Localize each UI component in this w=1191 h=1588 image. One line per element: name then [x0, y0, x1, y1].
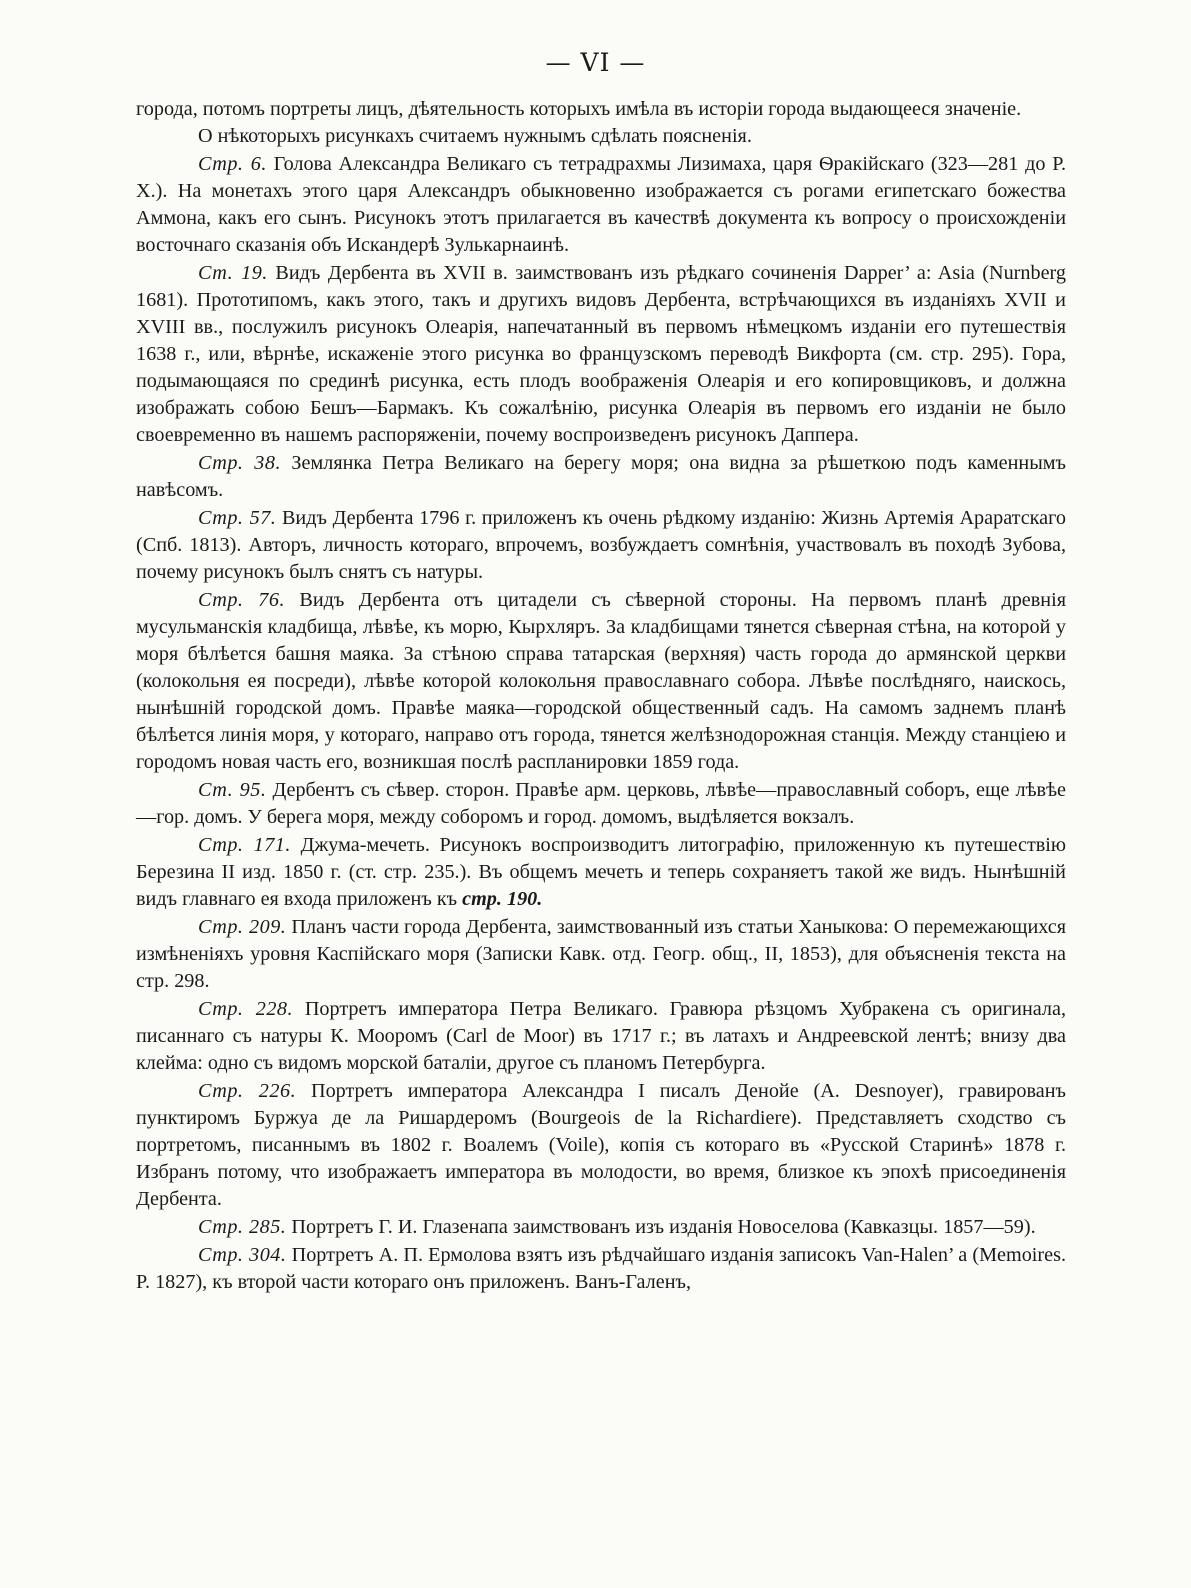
entry-ref: Стр. 209.	[198, 916, 287, 938]
entry-ref: Стр. 57.	[198, 507, 277, 529]
entry-text: Портретъ Г. И. Глазенапа заимствованъ изъ изданія Новоселова (Кавказцы. 1857—59).	[291, 1216, 1036, 1238]
entry-ref: Ст. 95.	[198, 779, 267, 801]
entry-text: Дербентъ съ сѣвер. сторон. Правѣе арм. церковь, лѣвѣе—православный соборъ, еще лѣвѣе—гор. домъ. У берега моря, между соборомъ и город. домомъ, выдѣляется вокзалъ.	[136, 779, 1066, 828]
entry-text: Видъ Дербента отъ цитадели съ сѣверной стороны. На первомъ планѣ древнія мусульманскія кладбища, лѣвѣе, къ морю, Кырхляръ. За кладбищами тянется сѣверная стѣна, на которой у моря бѣлѣется башня маяка. За стѣною справа татарская (верхняя) часть города до армянской церкви (колокольня ея посреди), лѣвѣе которой колокольня православнаго собора. Лѣвѣе послѣдняго, наискось, нынѣшній городской домъ. Правѣе маяка—городской общественный садъ. На самомъ заднемъ планѣ бѣлѣется линія моря, у котораго, направо отъ города, тянется желѣзнодорожная станція. Между станціею и городомъ новая часть его, возникшая послѣ распланировки 1859 года.	[136, 589, 1066, 773]
intro-continuation: города, потомъ портреты лицъ, дѣятельность которыхъ имѣла въ исторіи города выдающееся значеніе.	[136, 98, 1022, 120]
entry-text: Портретъ А. П. Ермолова взятъ изъ рѣдчайшаго изданія записокъ Van-Halen’ a (Memoires. P. 1827), къ второй части котораго онъ приложенъ. Ванъ-Галенъ,	[136, 1244, 1067, 1293]
entry-page-228	[136, 996, 1066, 1077]
entry-page-95	[136, 777, 1066, 831]
entry-page-304	[136, 1242, 1066, 1296]
entry-page-38	[136, 450, 1066, 504]
entry-text: Джума-мечеть. Рисунокъ воспроизводитъ литографію, приложенную къ путешествію Березина II изд. 1850 г. (ст. стр. 235.). Въ общемъ мечеть и теперь сохраняетъ такой же видъ. Нынѣшній видъ главнаго ея входа приложенъ къ	[136, 834, 1066, 910]
entry-page-171	[136, 832, 1066, 913]
entry-ref: Стр. 76.	[198, 589, 286, 611]
entry-ref: Стр. 171.	[198, 834, 291, 856]
entry-page-6	[136, 151, 1066, 259]
entry-page-19	[136, 260, 1066, 449]
entry-ref: Стр. 285.	[198, 1216, 287, 1238]
entry-page-226	[136, 1078, 1066, 1213]
entry-text: Видъ Дербента въ XVII в. заимствованъ изъ рѣдкаго сочиненія Dapper’ a: Asia (Nurnberg 1681). Прототипомъ, какъ этого, такъ и другихъ видовъ Дербента, встрѣчающихся въ изданіяхъ XVII и XVIII вв., послужилъ рисунокъ Олеарія, напечатанный въ первомъ нѣмецкомъ изданіи его путешествія 1638 г., или, вѣрнѣе, искаженіе этого рисунка во французскомъ переводѣ Викфорта (см. стр. 295). Гора, подымающаяся по срединѣ рисунка, есть плодъ воображенія Олеарія и его копировщиковъ, и должна изображать собою Бешъ—Бармакъ. Къ сожалѣнію, рисунка Олеарія въ первомъ его изданіи не было своевременно въ нашемъ распоряженіи, почему воспроизведенъ рисунокъ Даппера.	[136, 262, 1067, 446]
entry-page-57	[136, 505, 1066, 586]
entry-text: Портретъ императора Петра Великаго. Гравюра рѣзцомъ Хубракена съ оригинала, писаннаго съ натуры К. Мооромъ (Carl de Moor) въ 1717 г.; въ латахъ и Андреевской лентѣ; внизу два клейма: одно съ видомъ морской баталіи, другое съ планомъ Петербурга.	[136, 998, 1067, 1074]
entry-ref: Стр. 304.	[198, 1244, 287, 1266]
entry-text: Землянка Петра Великаго на берегу моря; она видна за рѣшеткою подъ каменнымъ навѣсомъ.	[136, 452, 1066, 501]
page-body	[136, 96, 1066, 1296]
entry-text: Планъ части города Дербента, заимствованный изъ статьи Ханыкова: О перемежающихся измѣненіяхъ уровня Каспійскаго моря (Записки Кавк. отд. Геогр. общ., II, 1853), для объясненія текста на стр. 298.	[136, 916, 1067, 992]
entry-ref: Ст. 19.	[198, 262, 268, 284]
page-number: — VI —	[545, 48, 646, 77]
intro-note: О нѣкоторыхъ рисункахъ считаемъ нужнымъ сдѣлать поясненія.	[198, 125, 752, 147]
entry-text: Портретъ императора Александра I писалъ Денойе (A. Desnoyer), гравированъ пунктиромъ Буржуа де ла Ришардеромъ (Bourgeois de la Richardiere). Представляетъ сходство съ портретомъ, писаннымъ въ 1802 г. Воалемъ (Voile), копія съ котораго въ «Русской Старинѣ» 1878 г. Избранъ потому, что изображаетъ императора въ молодости, во время, близкое къ эпохѣ присоединенія Дербента.	[136, 1080, 1066, 1210]
entry-text: Голова Александра Великаго съ тетрадрахмы Лизимаха, царя Ѳракійскаго (323—281 до Р. Х.). На монетахъ этого царя Александръ обыкновенно изображается съ рогами египетскаго божества Аммона, какъ его сынъ. Рисунокъ этотъ прилагается въ качествѣ документа къ вопросу о происхожденіи восточнаго сказанія объ Искандерѣ Зулькарнаинѣ.	[136, 153, 1066, 256]
entry-page-76	[136, 587, 1066, 776]
entry-ref: Стр. 6.	[198, 153, 267, 175]
entry-page-209	[136, 914, 1066, 995]
entry-ref: Стр. 226.	[198, 1080, 297, 1102]
entry-page-285	[136, 1214, 1066, 1241]
entry-trailing-ref: стр. 190.	[462, 888, 543, 910]
entry-ref: Стр. 38.	[198, 452, 282, 474]
entry-text: Видъ Дербента 1796 г. приложенъ къ очень рѣдкому изданію: Жизнь Артемія Араратскаго (Спб. 1813). Авторъ, личность котораго, впрочемъ, возбуждаетъ сомнѣнія, участвовалъ въ походѣ Зубова, почему рисунокъ былъ снятъ съ натуры.	[136, 507, 1066, 583]
entry-ref: Стр. 228.	[198, 998, 294, 1020]
